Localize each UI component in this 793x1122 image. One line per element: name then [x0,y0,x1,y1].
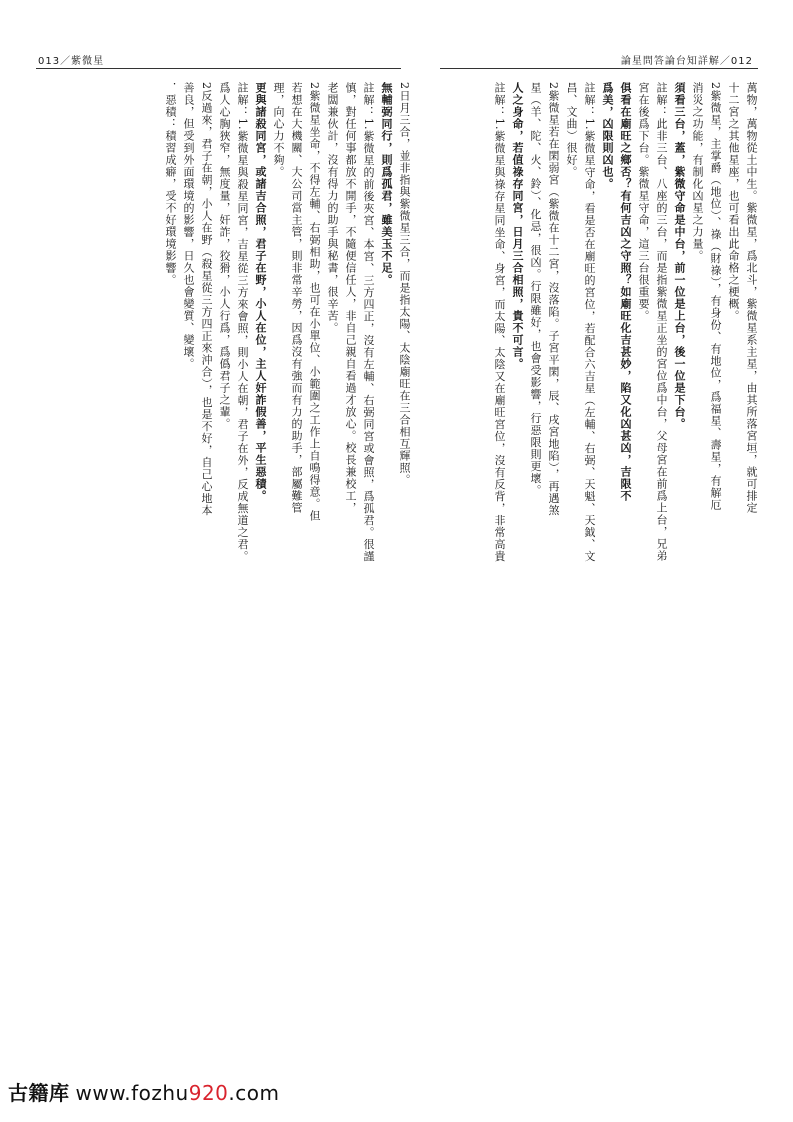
right-page-text-column: 註解：1.紫微星守命，看是否在廟旺的宮位，若配合六吉星（左輔、右弼、天魁、天鉞、文 [583,82,596,563]
right-page-text-column: 消災之功能，有制化凶星之力量。 [691,82,704,262]
right-page-text-column: 星（羊、陀、火、鈴）、化忌，很凶。行限雖好，也會受影響，行惡限則更壞。 [529,82,542,497]
right-page-text-column: 2紫微星，主掌爵（地位）、祿（財祿），有身份、有地位，爲福星、壽星，有解厄 [709,82,722,511]
right-page-text-column: 註解：此非三台、八座的三台，而是指紫微星正坐的宮位爲中台，父母宮在前爲上台，兄弟 [655,82,668,562]
left-page-text-column: 更與諸殺同宮，或諸吉合照，君子在野，小人在位，主人奸詐假善，平生惡積。 [254,82,267,502]
left-page-text-column: 慎，對任何事都放不開手，不隨便信任人，非自己親自看過才放心。校長兼校工， [344,82,357,514]
left-page-text-column: 老闆兼伙計，沒有得力的助手與秘書，很辛苦。 [326,82,339,334]
left-page-text-column: 爲人心胸狹窄，無度量，奸詐，狡猾，小人行爲，爲僞君子之輩。 [218,82,231,430]
right-page-text-column: 註解：1.紫微星與祿存星同坐命、身宮，而太陽、太陰又在廟旺宮位，沒有反背，非常高貴 [493,82,506,563]
right-page-text-column: 十二宮之其他星座，也可看出此命格之梗概。 [727,82,740,322]
right-page-text-column: 2紫微星若在閑弱宮（紫微在十二宮，沒落陷。子宮平閑，辰、戌宮地陷），再遇煞 [547,82,560,517]
page-header-left: 013／紫微星 [38,56,105,67]
watermark-site-name: 古籍库 [8,1081,70,1105]
header-rule-right [440,68,758,69]
left-page-text-column: 註解：1.紫微星與殺星同宮，吉星從三方來會照，則小人在朝，君子在外，反成無道之君。 [236,82,249,563]
left-page-text-column: 若想在大機關、大公司當主管，則非常辛勞，因爲沒有強而有力的助手，部屬難管 [290,82,303,514]
right-page-text-column: 俱看在廟旺之鄉否？有何吉凶之守照？如廟旺化吉甚妙，陷又化凶甚凶，吉限不 [619,82,632,502]
page-header-right: 論星問答論台知詳解／012 [620,56,753,67]
header-rule-left [36,68,401,69]
right-page-text-column: 爲美，凶限則凶也。 [601,82,614,190]
right-page-text [470,82,760,642]
watermark-footer [8,1077,280,1106]
watermark-url-prefix: www.fozhu [75,1081,189,1105]
left-page-text-column: 理，向心力不夠。 [272,82,285,178]
left-page-text-column: 無輔弼同行，則爲孤君，雖美玉不足。 [380,82,393,286]
right-page-text-column: 須看三台，蓋，紫微守命是中台，前一位是上台，後一位是下台。 [673,82,686,430]
left-page-text [58,82,413,642]
watermark-url-number: 920 [188,1081,229,1105]
right-page-text-column: 萬物，萬物從土中生。紫微星，爲北斗，紫微星系主星，由其所落宮垣，就可排定 [745,82,758,514]
watermark-url-suffix: .com [228,1081,280,1105]
left-page-text-column: ．惡積：積習成癖，受不好環境影響。 [164,82,177,286]
left-page-text-column: 善良，但受到外面環境的影響，日久也會變質、變壞。 [182,82,195,370]
left-page-text-column: 2紫微星坐命，不得左輔、右弼相助，也可在小單位、小範圍之工作上自鳴得意。但 [308,82,321,522]
left-page-text-column: 2反過來，君子在朝，小人在野（殺星從三方四正來沖合），也是不好，自己心地本 [200,82,213,517]
right-page-text-column: 宮在後爲下台。紫微星守命，這三台很重要。 [637,82,650,322]
left-page-text-column: 註解：1.紫微星的前後夾宮、本宮、三方四正，沒有左輔、右弼同宮或會照，爲孤君。很謹 [362,82,375,563]
right-page-text-column: 人之身命，若值祿存同宮，日月三合相照，貴不可言。 [511,82,524,370]
left-page-text-column: 2日月三合，並非指與紫微星三合，而是指太陽、太陰廟旺在三合相互輝照。 [398,82,411,486]
right-page-text-column: 昌、文曲）很好。 [565,82,578,178]
